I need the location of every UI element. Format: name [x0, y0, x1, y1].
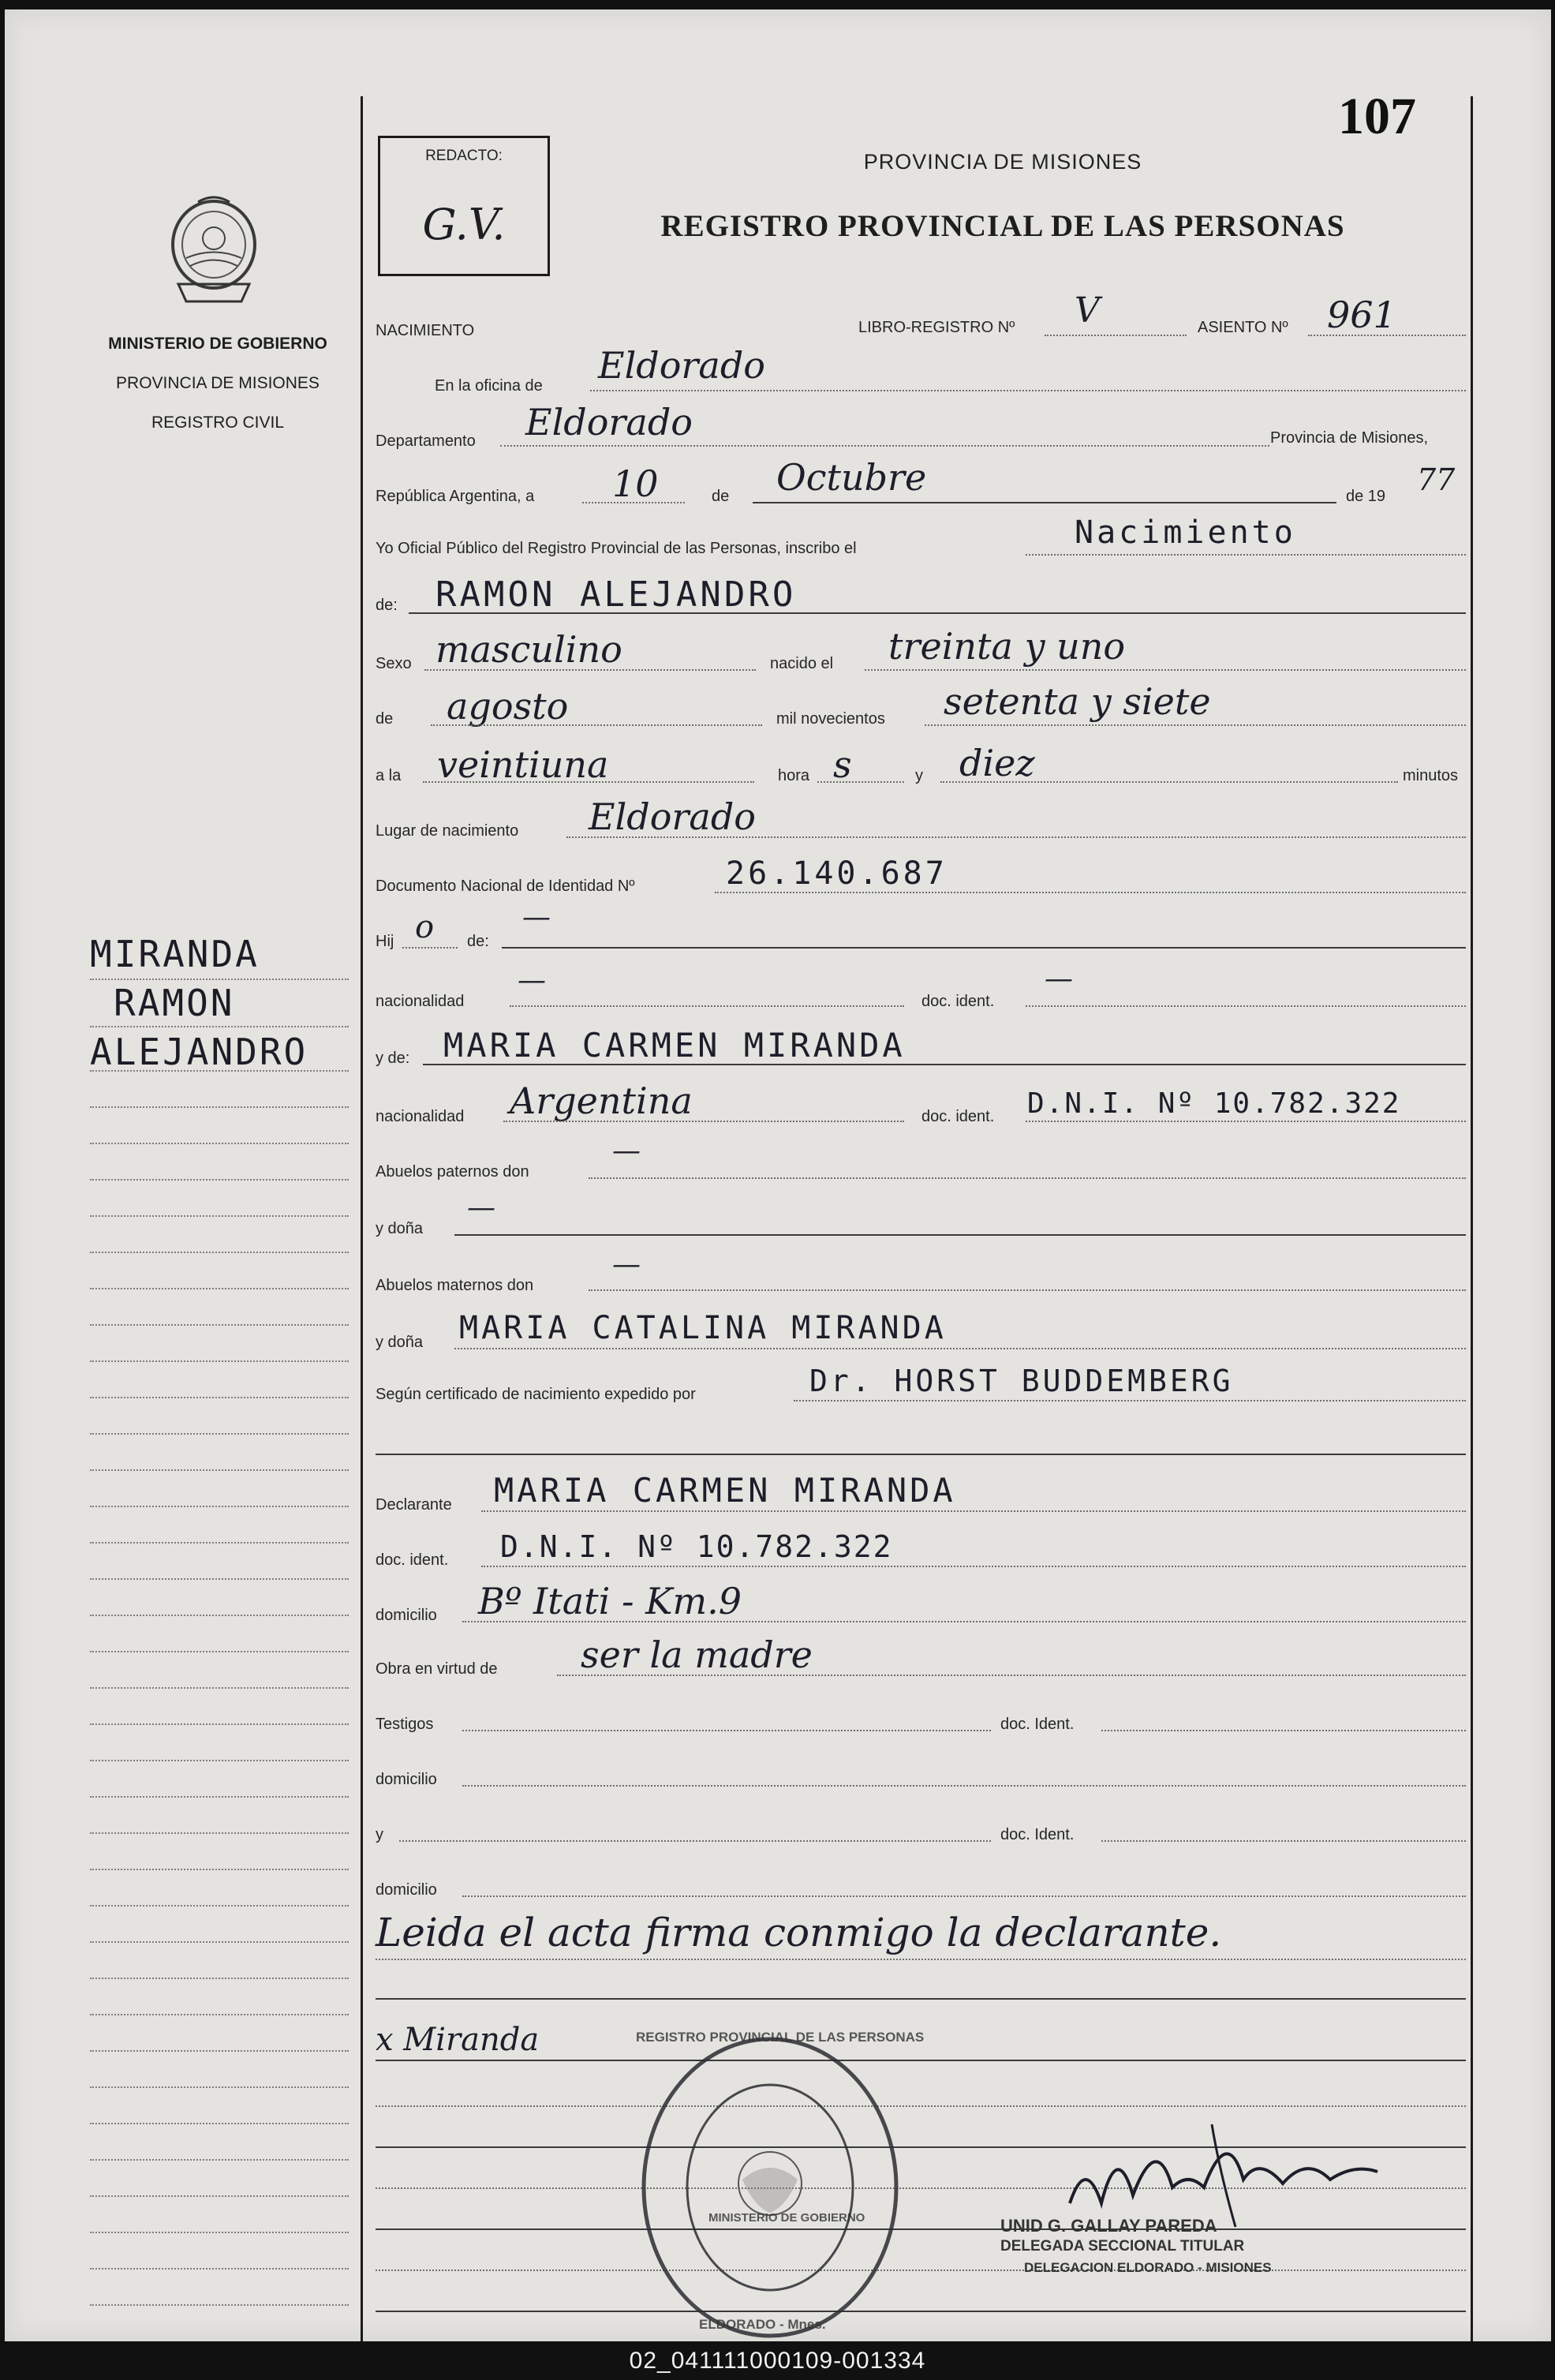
- hij-value: o: [415, 909, 435, 945]
- mes-nac-value: agosto: [447, 685, 569, 728]
- field-line: [1045, 335, 1187, 336]
- margin-line: [90, 2123, 349, 2124]
- margin-line: [90, 1288, 349, 1289]
- margin-line: [90, 1360, 349, 1362]
- doc-ident-label-3: doc. Ident.: [1000, 1716, 1075, 1733]
- madre-value: MARIA CARMEN MIRANDA: [443, 1026, 906, 1065]
- nacido-label: nacido el: [770, 655, 834, 672]
- field-line: [462, 1621, 1466, 1622]
- nac-padre-value: —: [518, 964, 546, 997]
- yde-label: y de:: [376, 1050, 410, 1067]
- margin-line: [90, 1106, 349, 1108]
- ministry-label: MINISTERIO DE GOBIERNO: [108, 335, 327, 353]
- field-line: [454, 1234, 1466, 1236]
- tipo-label: NACIMIENTO: [376, 322, 475, 339]
- declarante-value: MARIA CARMEN MIRANDA: [494, 1471, 956, 1510]
- field-line: [925, 724, 1466, 726]
- oficial-value: Nacimiento: [1075, 515, 1296, 551]
- field-line: [409, 612, 1466, 614]
- header-province: PROVINCIA DE MISIONES: [863, 150, 1142, 174]
- seal-bottom: ELDORADO - Mnes.: [699, 2317, 826, 2332]
- page-number: 107: [1338, 88, 1416, 145]
- margin-line: [90, 1542, 349, 1544]
- field-line: [376, 2311, 1466, 2312]
- field-line: [399, 1840, 991, 1842]
- hora-label: hora: [778, 767, 810, 784]
- margin-line: [90, 1433, 349, 1435]
- field-line: [376, 2270, 1466, 2271]
- margin-line: [90, 2304, 349, 2306]
- ydona-label-2: y doña: [376, 1334, 424, 1351]
- oficina-label: En la oficina de: [435, 377, 543, 395]
- field-line: [500, 445, 1269, 447]
- field-line: [1026, 1121, 1466, 1122]
- anio-value: 77: [1417, 462, 1456, 497]
- official-title: DELEGADA SECCIONAL TITULAR: [1000, 2238, 1245, 2255]
- domicilio-label-2: domicilio: [376, 1771, 437, 1788]
- leida-text: Leida el acta firma conmigo la declarante.: [376, 1910, 1222, 1955]
- departamento-label: Departamento: [376, 432, 476, 450]
- margin-second-name: ALEJANDRO: [90, 1031, 308, 1073]
- nombre-value: RAMON ALEJANDRO: [435, 574, 797, 615]
- margin-line: [90, 1143, 349, 1144]
- sexo-value: masculino: [435, 628, 622, 671]
- declarante-signature: x Miranda: [376, 2022, 540, 2058]
- field-line: [402, 947, 458, 949]
- oficial-label: Yo Oficial Público del Registro Provincial de las Personas, inscribo el: [376, 540, 857, 557]
- y-label: y: [915, 767, 923, 784]
- libro-value: V: [1075, 290, 1100, 331]
- field-line: [376, 1454, 1466, 1455]
- obra-value: ser la madre: [581, 1633, 813, 1676]
- declarante-label: Declarante: [376, 1496, 452, 1514]
- margin-line: [90, 1905, 349, 1907]
- certificado-value: Dr. HORST BUDDEMBERG: [809, 1364, 1234, 1398]
- de-label: de: [712, 488, 730, 505]
- margin-line: [90, 1760, 349, 1761]
- margin-line: [90, 2086, 349, 2088]
- sexo-label: Sexo: [376, 655, 412, 672]
- doc-decl-label: doc. ident.: [376, 1551, 449, 1569]
- anio-nac-value: setenta y siete: [944, 680, 1211, 723]
- registro-civil-label: REGISTRO CIVIL: [151, 414, 285, 432]
- lugar-value: Eldorado: [589, 795, 756, 838]
- margin-line: [90, 1723, 349, 1725]
- margin-line: [90, 1026, 349, 1027]
- doc-padre-value: —: [1045, 963, 1073, 995]
- right-column-rule: [1471, 96, 1473, 2341]
- margin-line: [90, 1070, 349, 1072]
- margin-line: [90, 1252, 349, 1253]
- margin-line: [90, 1215, 349, 1217]
- mes-value: Octubre: [776, 456, 927, 499]
- field-line: [376, 1998, 1466, 2000]
- ydona-label: y doña: [376, 1220, 424, 1237]
- margin-line: [90, 1506, 349, 1507]
- domicilio-label-3: domicilio: [376, 1881, 437, 1899]
- margin-line: [90, 1615, 349, 1616]
- domicilio-value: Bº Itati - Km.9: [478, 1580, 742, 1622]
- margin-line: [90, 2050, 349, 2052]
- margin-line: [90, 1179, 349, 1181]
- asiento-value: 961: [1327, 294, 1396, 336]
- domicilio-label: domicilio: [376, 1607, 437, 1624]
- padre-value: —: [522, 901, 551, 934]
- margin-line: [90, 979, 349, 980]
- nacionalidad-label: nacionalidad: [376, 993, 465, 1010]
- field-line: [940, 781, 1398, 783]
- margin-line: [90, 2268, 349, 2270]
- field-line: [865, 669, 1466, 671]
- field-line: [1101, 1840, 1466, 1842]
- field-line: [590, 390, 1466, 391]
- republica-label: República Argentina, a: [376, 488, 535, 505]
- header-registry: REGISTRO PROVINCIAL DE LAS PERSONAS: [660, 209, 1345, 243]
- minutos-label: minutos: [1403, 767, 1459, 784]
- asiento-label: ASIENTO Nº: [1198, 319, 1288, 336]
- nacido-value: treinta y uno: [888, 625, 1126, 668]
- field-line: [503, 1121, 904, 1122]
- official-office: DELEGACION ELDORADO - MISIONES: [1024, 2260, 1272, 2275]
- docident-label-2: doc. ident.: [921, 1108, 995, 1125]
- dni-label: Documento Nacional de Identidad Nº: [376, 878, 635, 895]
- abuelo-pat-value: —: [612, 1135, 641, 1167]
- field-line: [753, 502, 1336, 503]
- field-line: [589, 1177, 1466, 1179]
- field-line: [589, 1289, 1466, 1291]
- de3-label: de:: [467, 933, 489, 950]
- ab-pat-label: Abuelos paternos don: [376, 1163, 529, 1181]
- doc-decl-value: D.N.I. Nº 10.782.322: [500, 1529, 893, 1564]
- margin-line: [90, 1796, 349, 1798]
- docident-label: doc. ident.: [921, 993, 995, 1010]
- field-line: [715, 892, 1466, 893]
- margin-surname: MIRANDA: [90, 933, 260, 975]
- field-line: [431, 724, 762, 726]
- y2-label: y: [376, 1826, 383, 1843]
- margin-line: [90, 1324, 349, 1326]
- abuela-mat-value: MARIA CATALINA MIRANDA: [459, 1310, 947, 1346]
- margin-line: [90, 2159, 349, 2161]
- hora-value: veintiuna: [437, 743, 609, 786]
- nac-madre-value: Argentina: [510, 1080, 693, 1122]
- de2-label: de: [376, 710, 394, 728]
- field-line: [376, 1959, 1466, 1960]
- margin-line: [90, 1978, 349, 1979]
- field-line: [510, 1005, 904, 1007]
- field-line: [502, 947, 1466, 949]
- image-caption: 02_041111000109-001334: [629, 2348, 926, 2374]
- testigos-label: Testigos: [376, 1716, 434, 1733]
- redacto-value: G.V.: [422, 200, 506, 249]
- doc-madre-value: D.N.I. Nº 10.782.322: [1027, 1087, 1401, 1120]
- margin-line: [90, 1397, 349, 1398]
- field-line: [423, 781, 754, 783]
- margin-first-name: RAMON: [114, 982, 235, 1024]
- abuelo-mat-value: —: [612, 1248, 641, 1281]
- field-line: [376, 2060, 1466, 2061]
- coat-of-arms-icon: [163, 191, 265, 309]
- field-line: [481, 1510, 1466, 1512]
- certificado-label: Según certificado de nacimiento expedido por: [376, 1386, 696, 1403]
- hij-label: Hij: [376, 933, 394, 950]
- left-column-rule: [361, 96, 363, 2341]
- field-line: [566, 836, 1466, 838]
- field-line: [557, 1675, 1466, 1676]
- ala-label: a la: [376, 767, 402, 784]
- departamento-value: Eldorado: [525, 401, 693, 443]
- de-nombre-label: de:: [376, 597, 398, 614]
- registry-page: [5, 9, 1551, 2341]
- field-line: [1026, 554, 1466, 556]
- lugar-label: Lugar de nacimiento: [376, 822, 519, 840]
- margin-line: [90, 2232, 349, 2233]
- field-line: [817, 781, 904, 783]
- obra-label: Obra en virtud de: [376, 1660, 498, 1678]
- dia-value: 10: [612, 462, 659, 505]
- margin-line: [90, 1941, 349, 1943]
- field-line: [1026, 1005, 1466, 1007]
- margin-line: [90, 1578, 349, 1580]
- redacto-label: REDACTO:: [425, 148, 503, 164]
- min-value: diez: [959, 742, 1035, 784]
- ab-mat-label: Abuelos maternos don: [376, 1277, 534, 1294]
- field-line: [424, 669, 756, 671]
- dni-value: 26.140.687: [726, 855, 948, 892]
- left-province-label: PROVINCIA DE MISIONES: [116, 374, 320, 392]
- libro-label: LIBRO-REGISTRO Nº: [858, 319, 1015, 336]
- nacionalidad-label-2: nacionalidad: [376, 1108, 465, 1125]
- mil-label: mil novecientos: [776, 710, 885, 728]
- field-line: [462, 1895, 1466, 1897]
- field-line: [454, 1348, 1466, 1349]
- margin-line: [90, 2195, 349, 2197]
- field-line: [462, 1785, 1466, 1787]
- redacto-box: [378, 136, 550, 276]
- margin-line: [90, 1687, 349, 1689]
- field-line: [481, 1566, 1466, 1567]
- official-name: UNID G. GALLAY PAREDA: [1000, 2216, 1217, 2236]
- margin-line: [90, 1832, 349, 1834]
- doc-ident-label-4: doc. Ident.: [1000, 1826, 1075, 1843]
- margin-line: [90, 1869, 349, 1870]
- field-line: [423, 1064, 1466, 1065]
- provincia-suffix: Provincia de Misiones,: [1270, 429, 1429, 447]
- margin-line: [90, 2014, 349, 2015]
- margin-line: [90, 1469, 349, 1471]
- seal-inner: MINISTERIO DE GOBIERNO: [708, 2211, 865, 2225]
- field-line: [794, 1400, 1466, 1401]
- registry-seal: [628, 2030, 912, 2345]
- oficina-value: Eldorado: [598, 344, 765, 387]
- field-line: [462, 1730, 991, 1731]
- anio-prefix: de 19: [1346, 488, 1386, 505]
- field-line: [376, 2105, 1466, 2107]
- abuela-pat-value: —: [467, 1192, 495, 1224]
- field-line: [1101, 1730, 1466, 1731]
- seal-text: REGISTRO PROVINCIAL DE LAS PERSONAS: [636, 2030, 925, 2045]
- margin-line: [90, 1651, 349, 1652]
- hora-s: s: [833, 743, 852, 786]
